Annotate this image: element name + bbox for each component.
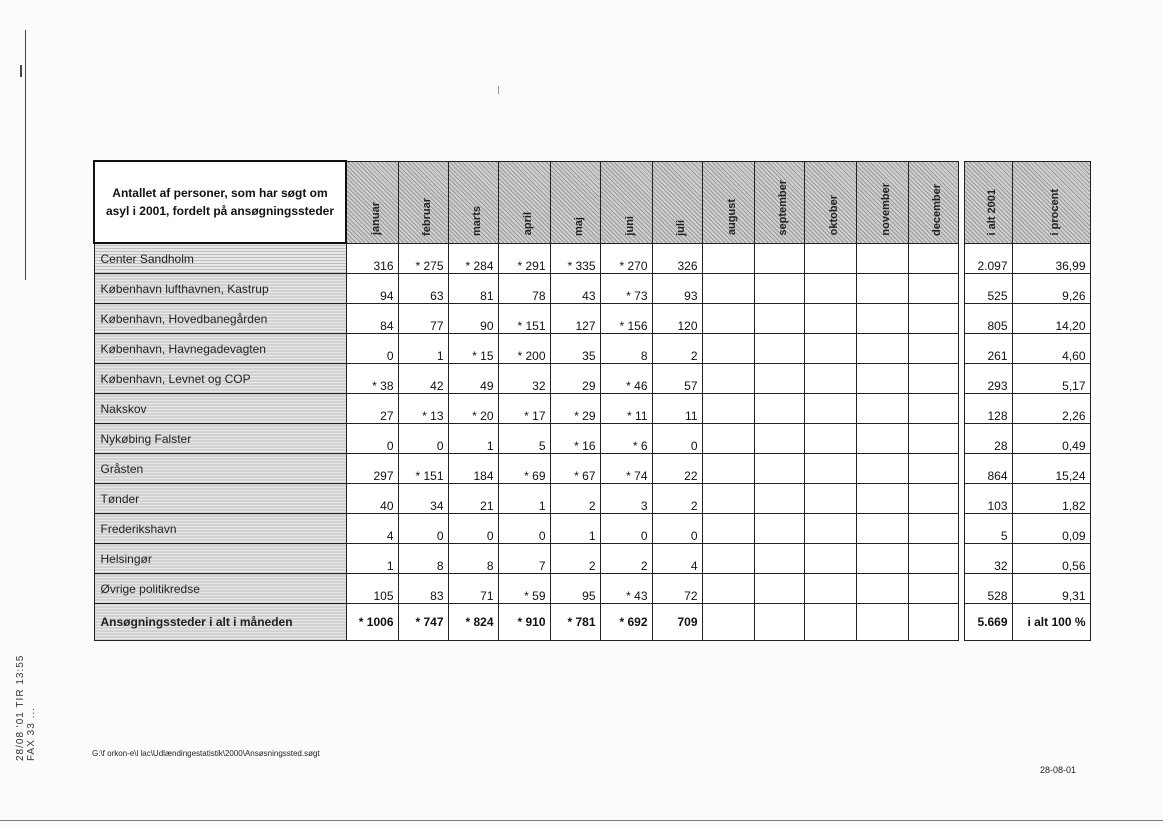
month-value: 77 (398, 304, 448, 334)
month-header: marts (448, 161, 498, 243)
table-row (94, 574, 1090, 604)
month-value: 5 (498, 424, 550, 454)
empty-month-cell (908, 304, 958, 334)
month-value: 34 (398, 484, 448, 514)
table-row (94, 424, 1090, 454)
total-row (94, 604, 1090, 641)
month-value: * 270 (600, 243, 652, 274)
footer-date: 28-08-01 (1040, 765, 1077, 775)
empty-month-cell (856, 243, 908, 274)
month-value: 35 (550, 334, 600, 364)
row-label: Øvrige politikredse (94, 574, 346, 604)
table-row (94, 274, 1090, 304)
row-total: 293 (964, 364, 1012, 394)
table-row (94, 304, 1090, 334)
month-total-value: * 747 (398, 604, 448, 641)
row-label: Nykøbing Falster (94, 424, 346, 454)
month-value: 40 (346, 484, 398, 514)
row-total: 261 (964, 334, 1012, 364)
month-value: 8 (398, 544, 448, 574)
row-label: København lufthavnen, Kastrup (94, 274, 346, 304)
month-value: * 38 (346, 364, 398, 394)
row-percent: 0,09 (1012, 514, 1090, 544)
fax-header-margin-text: 28/08 '01 TIR 13:55 FAX 33 ... (15, 654, 37, 761)
row-label: Frederikshavn (94, 514, 346, 544)
empty-month-cell (702, 243, 754, 274)
table-row (94, 243, 1090, 274)
grand-total: 5.669 (964, 604, 1012, 641)
month-value: * 6 (600, 424, 652, 454)
empty-month-cell (804, 454, 856, 484)
month-header: juni (600, 161, 652, 243)
empty-month-cell (754, 574, 804, 604)
total-row-label: Ansøgningssteder i alt i måneden (94, 604, 346, 641)
month-value: 0 (600, 514, 652, 544)
month-value: 42 (398, 364, 448, 394)
empty-month-cell (856, 364, 908, 394)
table-row (94, 364, 1090, 394)
month-header: november (856, 161, 908, 243)
empty-month-cell (804, 364, 856, 394)
month-value: 90 (448, 304, 498, 334)
row-total: 32 (964, 544, 1012, 574)
month-value: 43 (550, 274, 600, 304)
month-value: 0 (398, 424, 448, 454)
month-value: * 151 (498, 304, 550, 334)
month-total-value: * 781 (550, 604, 600, 641)
month-value: * 29 (550, 394, 600, 424)
row-label: København, Havnegadevagten (94, 334, 346, 364)
empty-month-cell (908, 364, 958, 394)
month-value: * 151 (398, 454, 448, 484)
empty-month-cell (908, 544, 958, 574)
empty-month-cell (754, 514, 804, 544)
month-value: 1 (398, 334, 448, 364)
row-label: Nakskov (94, 394, 346, 424)
month-value: 94 (346, 274, 398, 304)
empty-month-cell (908, 574, 958, 604)
row-total: 5 (964, 514, 1012, 544)
row-total: 28 (964, 424, 1012, 454)
asylum-applications-table (93, 160, 1091, 641)
empty-month-cell (856, 424, 908, 454)
month-value: 72 (652, 574, 702, 604)
empty-month-cell (702, 544, 754, 574)
empty-month-cell (702, 364, 754, 394)
row-percent: 0,49 (1012, 424, 1090, 454)
empty-month-cell (804, 334, 856, 364)
month-value: 1 (448, 424, 498, 454)
month-value: 0 (652, 514, 702, 544)
month-total-value: * 910 (498, 604, 550, 641)
month-value: * 73 (600, 274, 652, 304)
month-total-value: * 824 (448, 604, 498, 641)
empty-month-cell (702, 484, 754, 514)
empty-month-cell (908, 604, 958, 641)
month-value: 22 (652, 454, 702, 484)
row-label: København, Hovedbanegården (94, 304, 346, 334)
month-value: * 11 (600, 394, 652, 424)
empty-month-cell (856, 304, 908, 334)
empty-month-cell (856, 394, 908, 424)
month-value: 84 (346, 304, 398, 334)
empty-month-cell (754, 334, 804, 364)
month-value: * 15 (448, 334, 498, 364)
empty-month-cell (754, 424, 804, 454)
month-value: 2 (652, 484, 702, 514)
empty-month-cell (908, 424, 958, 454)
month-header: juli (652, 161, 702, 243)
month-header: maj (550, 161, 600, 243)
row-percent: 15,24 (1012, 454, 1090, 484)
empty-month-cell (908, 514, 958, 544)
month-value: 63 (398, 274, 448, 304)
month-value: 127 (550, 304, 600, 334)
month-value: 83 (398, 574, 448, 604)
month-value: 297 (346, 454, 398, 484)
empty-month-cell (702, 514, 754, 544)
month-header: august (702, 161, 754, 243)
month-value: 120 (652, 304, 702, 334)
month-value: 326 (652, 243, 702, 274)
month-value: 1 (550, 514, 600, 544)
month-value: * 291 (498, 243, 550, 274)
empty-month-cell (754, 304, 804, 334)
row-percent: 9,26 (1012, 274, 1090, 304)
empty-month-cell (702, 424, 754, 454)
month-value: 0 (346, 424, 398, 454)
row-percent: 14,20 (1012, 304, 1090, 334)
empty-month-cell (856, 514, 908, 544)
footer-file-path: G:\f orkon-e\l lac\Udlændingestatistik\2000\Ansøsningssted.søgt (92, 749, 320, 758)
total-header: i alt 2001 (964, 161, 1012, 243)
month-value: * 156 (600, 304, 652, 334)
table-title: Antallet af personer, som har søgt om asyl i 2001, fordelt på ansøgningssteder (94, 161, 346, 243)
empty-month-cell (804, 484, 856, 514)
month-value: * 74 (600, 454, 652, 484)
empty-month-cell (856, 274, 908, 304)
month-value: * 335 (550, 243, 600, 274)
month-value: * 284 (448, 243, 498, 274)
month-value: 32 (498, 364, 550, 394)
empty-month-cell (754, 274, 804, 304)
empty-month-cell (754, 484, 804, 514)
row-total: 805 (964, 304, 1012, 334)
month-value: 78 (498, 274, 550, 304)
empty-month-cell (754, 604, 804, 641)
month-value: 316 (346, 243, 398, 274)
month-value: 2 (550, 544, 600, 574)
empty-month-cell (804, 424, 856, 454)
month-value: 49 (448, 364, 498, 394)
month-value: 95 (550, 574, 600, 604)
month-value: * 275 (398, 243, 448, 274)
empty-month-cell (804, 243, 856, 274)
month-value: 7 (498, 544, 550, 574)
empty-month-cell (804, 274, 856, 304)
month-value: 2 (652, 334, 702, 364)
percent-header: i procent (1012, 161, 1090, 243)
month-header: oktober (804, 161, 856, 243)
row-percent: 4,60 (1012, 334, 1090, 364)
month-value: * 59 (498, 574, 550, 604)
month-value: 3 (600, 484, 652, 514)
month-value: 27 (346, 394, 398, 424)
table-row (94, 394, 1090, 424)
month-value: 0 (346, 334, 398, 364)
empty-month-cell (702, 454, 754, 484)
month-value: * 200 (498, 334, 550, 364)
month-value: * 67 (550, 454, 600, 484)
row-label: Center Sandholm (94, 243, 346, 274)
table-row (94, 514, 1090, 544)
month-value: 0 (652, 424, 702, 454)
empty-month-cell (702, 394, 754, 424)
row-total: 103 (964, 484, 1012, 514)
month-value: * 16 (550, 424, 600, 454)
empty-month-cell (856, 544, 908, 574)
empty-month-cell (856, 454, 908, 484)
empty-month-cell (908, 394, 958, 424)
empty-month-cell (702, 274, 754, 304)
row-percent: 9,31 (1012, 574, 1090, 604)
month-value: 2 (550, 484, 600, 514)
month-value: * 43 (600, 574, 652, 604)
month-value: 93 (652, 274, 702, 304)
month-value: 8 (448, 544, 498, 574)
page-edge-line (0, 820, 1163, 821)
row-total: 128 (964, 394, 1012, 424)
row-label: Helsingør (94, 544, 346, 574)
empty-month-cell (754, 243, 804, 274)
empty-month-cell (702, 304, 754, 334)
month-value: 1 (498, 484, 550, 514)
empty-month-cell (856, 574, 908, 604)
empty-month-cell (754, 394, 804, 424)
month-value: 0 (448, 514, 498, 544)
table-row (94, 334, 1090, 364)
month-value: 2 (600, 544, 652, 574)
scan-mark (20, 65, 22, 77)
month-header: januar (346, 161, 398, 243)
month-value: 71 (448, 574, 498, 604)
empty-month-cell (908, 484, 958, 514)
empty-month-cell (908, 454, 958, 484)
row-percent: 2,26 (1012, 394, 1090, 424)
scan-mark (25, 30, 26, 280)
month-value: * 46 (600, 364, 652, 394)
scan-mark (498, 86, 499, 94)
row-percent: 36,99 (1012, 243, 1090, 274)
month-value: 8 (600, 334, 652, 364)
month-value: 11 (652, 394, 702, 424)
header-row (94, 161, 1090, 243)
empty-month-cell (804, 514, 856, 544)
month-value: 81 (448, 274, 498, 304)
month-value: 57 (652, 364, 702, 394)
month-header: september (754, 161, 804, 243)
month-value: 1 (346, 544, 398, 574)
table-row (94, 544, 1090, 574)
row-total: 2.097 (964, 243, 1012, 274)
row-percent: 1,82 (1012, 484, 1090, 514)
table-row (94, 484, 1090, 514)
month-value: 0 (498, 514, 550, 544)
empty-month-cell (754, 544, 804, 574)
empty-month-cell (702, 334, 754, 364)
month-header: december (908, 161, 958, 243)
month-value: 4 (346, 514, 398, 544)
month-value: * 13 (398, 394, 448, 424)
month-value: * 69 (498, 454, 550, 484)
empty-month-cell (702, 574, 754, 604)
empty-month-cell (804, 304, 856, 334)
empty-month-cell (908, 334, 958, 364)
month-value: 21 (448, 484, 498, 514)
row-label: Gråsten (94, 454, 346, 484)
empty-month-cell (804, 604, 856, 641)
row-percent: 5,17 (1012, 364, 1090, 394)
empty-month-cell (908, 243, 958, 274)
month-value: 0 (398, 514, 448, 544)
month-value: * 17 (498, 394, 550, 424)
row-total: 864 (964, 454, 1012, 484)
empty-month-cell (856, 604, 908, 641)
empty-month-cell (804, 544, 856, 574)
month-value: 105 (346, 574, 398, 604)
month-total-value: * 692 (600, 604, 652, 641)
grand-total-percent: i alt 100 % (1012, 604, 1090, 641)
month-value: 29 (550, 364, 600, 394)
month-header: februar (398, 161, 448, 243)
row-total: 528 (964, 574, 1012, 604)
month-total-value: 709 (652, 604, 702, 641)
row-label: Tønder (94, 484, 346, 514)
empty-month-cell (856, 484, 908, 514)
month-value: 4 (652, 544, 702, 574)
empty-month-cell (856, 334, 908, 364)
empty-month-cell (754, 454, 804, 484)
empty-month-cell (804, 574, 856, 604)
month-header: april (498, 161, 550, 243)
month-value: * 20 (448, 394, 498, 424)
row-percent: 0,56 (1012, 544, 1090, 574)
row-total: 525 (964, 274, 1012, 304)
empty-month-cell (804, 394, 856, 424)
row-label: København, Levnet og COP (94, 364, 346, 394)
table-row (94, 454, 1090, 484)
month-total-value: * 1006 (346, 604, 398, 641)
month-value: 184 (448, 454, 498, 484)
empty-month-cell (754, 364, 804, 394)
empty-month-cell (908, 274, 958, 304)
empty-month-cell (702, 604, 754, 641)
